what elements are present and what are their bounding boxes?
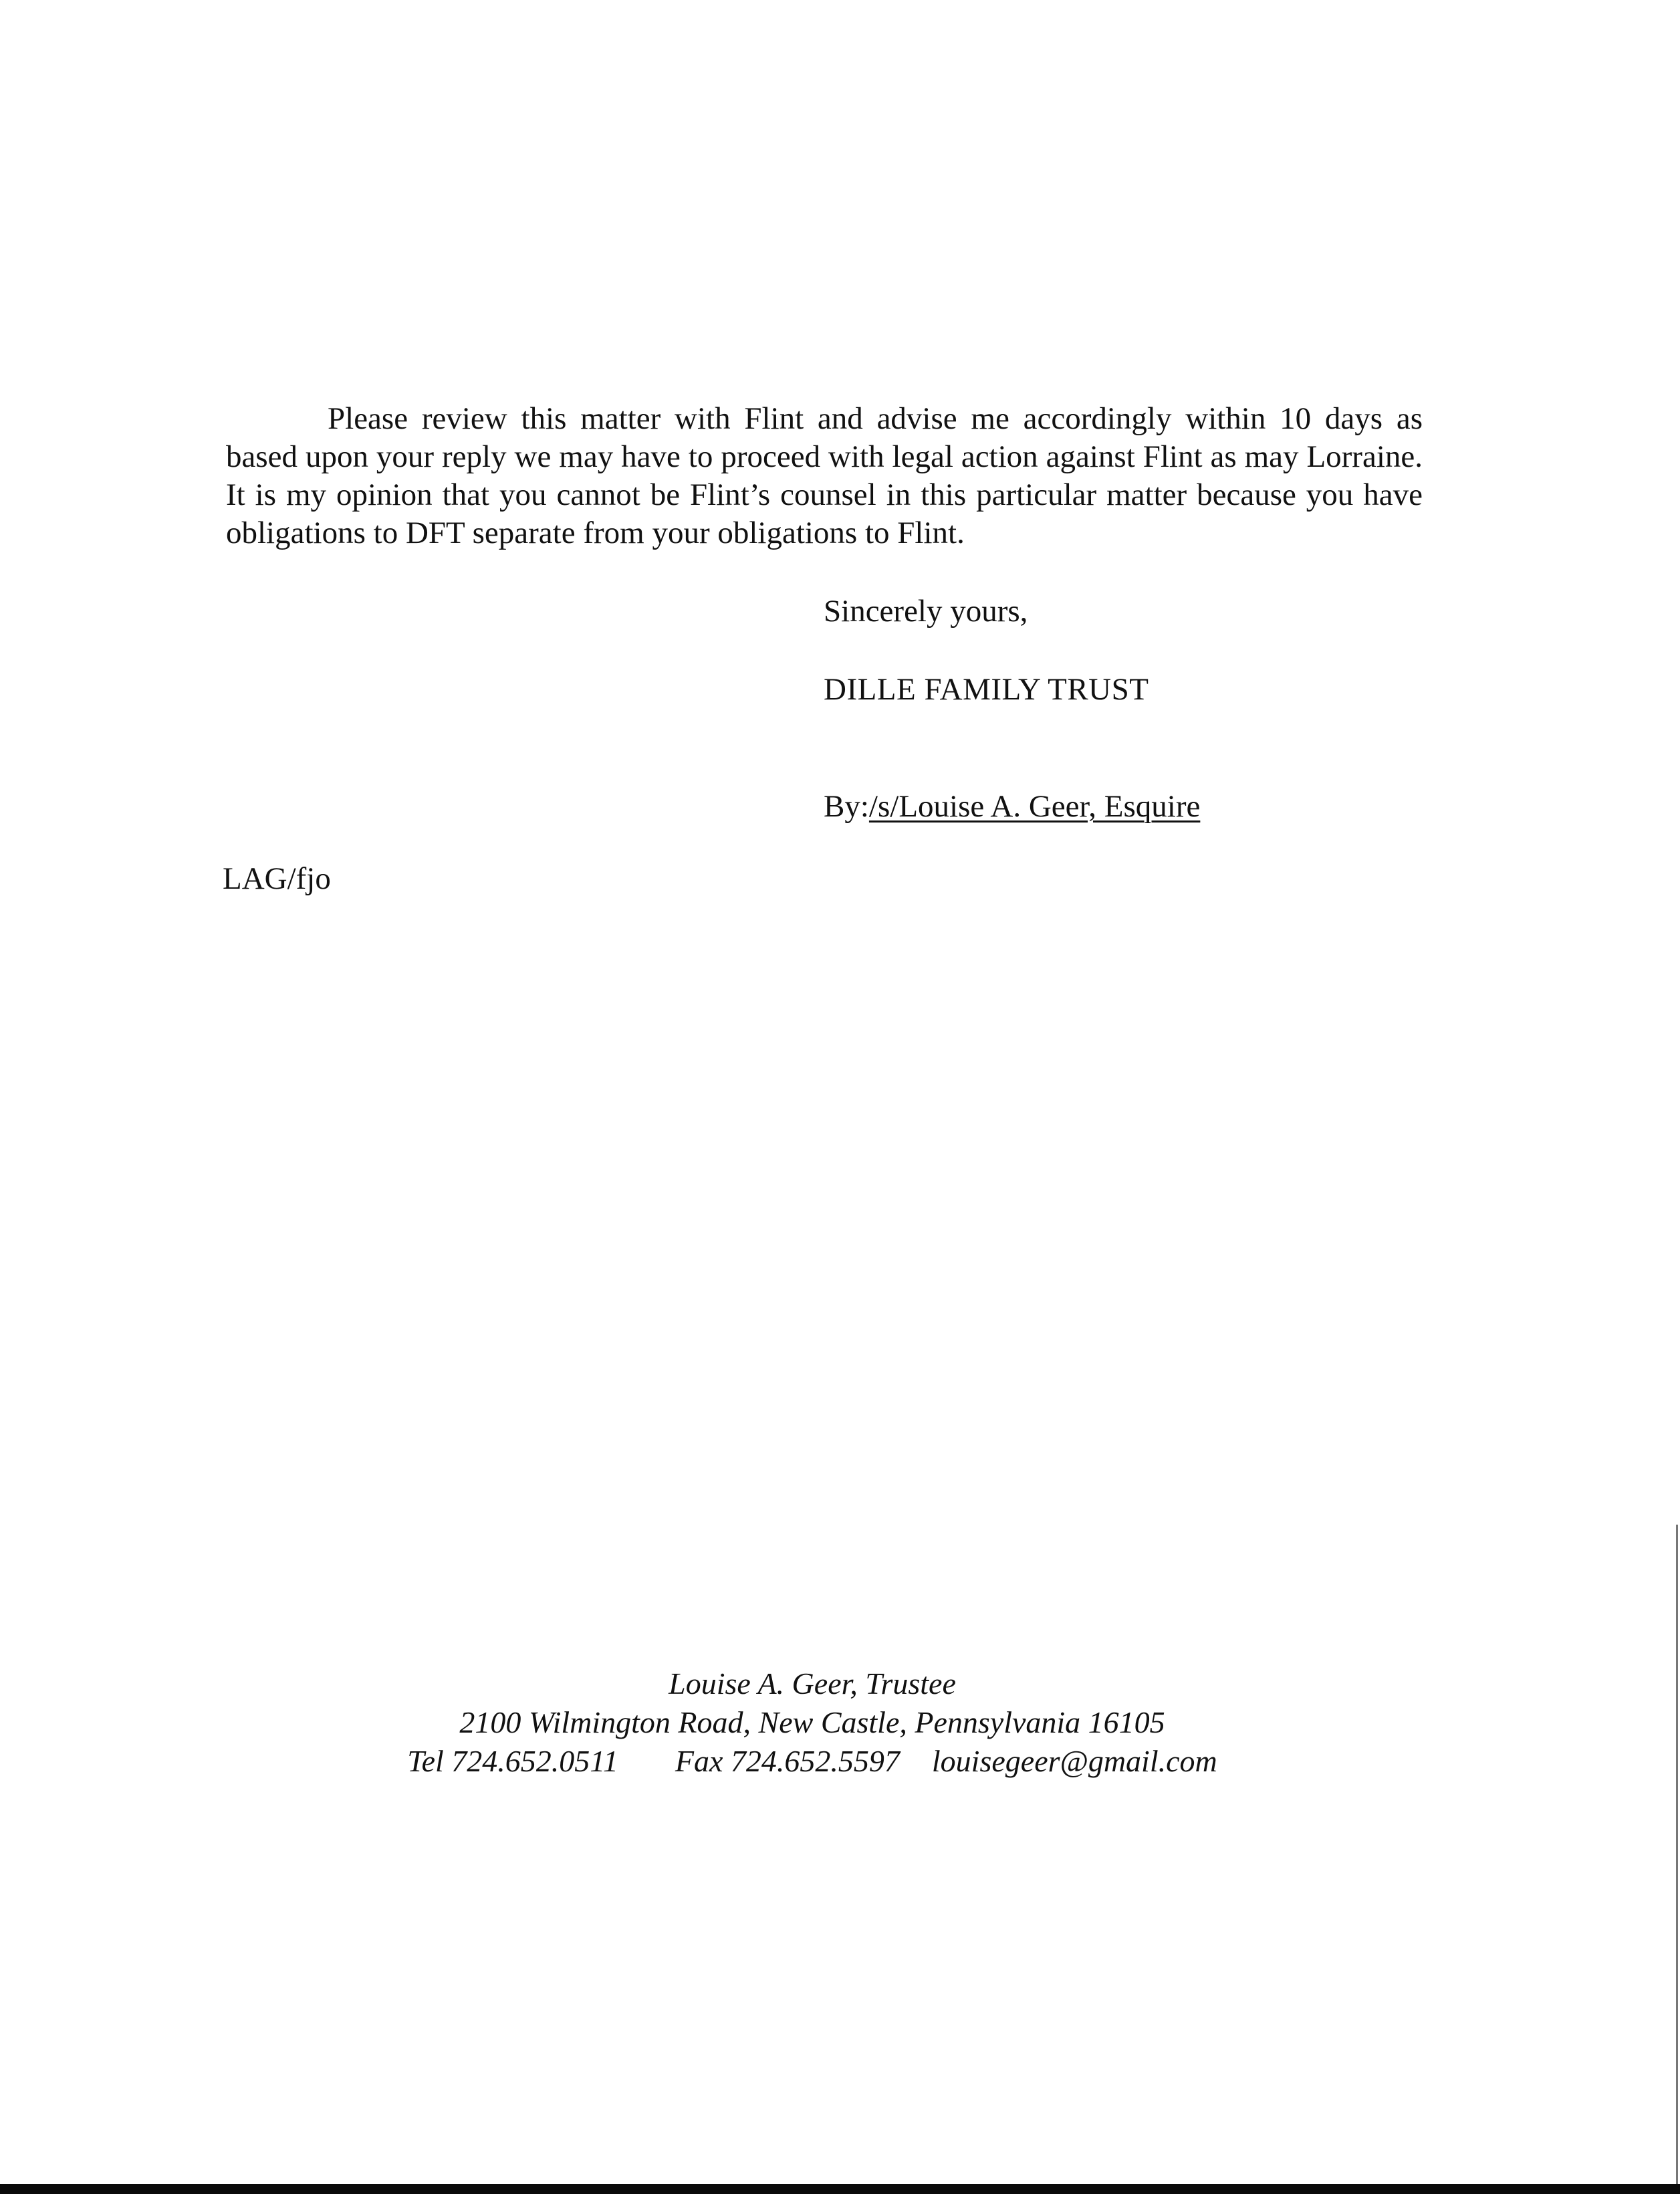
signature-prefix: By: bbox=[824, 789, 869, 824]
scan-bottom-border bbox=[0, 2184, 1680, 2194]
footer-address: 2100 Wilmington Road, New Castle, Pennsylvania 16105 bbox=[459, 1705, 1165, 1739]
footer-name: Louise A. Geer, Trustee bbox=[669, 1666, 956, 1701]
signature-line bbox=[824, 788, 1200, 826]
scan-edge-line bbox=[1676, 1525, 1678, 2184]
typist-initials: LAG/fjo bbox=[223, 861, 331, 896]
organization-name: DILLE FAMILY TRUST bbox=[824, 672, 1149, 707]
footer-email: louisegeer@gmail.com bbox=[931, 1744, 1217, 1778]
footer-contact bbox=[0, 1742, 1625, 1781]
closing: Sincerely yours, bbox=[824, 594, 1028, 629]
signature: /s/Louise A. Geer, Esquire bbox=[868, 789, 1201, 824]
footer-fax: Fax 724.652.5597 bbox=[675, 1744, 900, 1778]
body-paragraph: Please review this matter with Flint and advise me accordingly within 10 days as based upon your reply we may have to proceed with legal action against Flint as may Lorraine. It is my opinion that you cannot be Flint’s counsel in this particular matter because you have obligations to DFT separate from your obligations to Flint. bbox=[226, 401, 1423, 550]
letterhead-footer bbox=[0, 1664, 1625, 1781]
footer-tel: Tel 724.652.0511 bbox=[407, 1744, 618, 1778]
